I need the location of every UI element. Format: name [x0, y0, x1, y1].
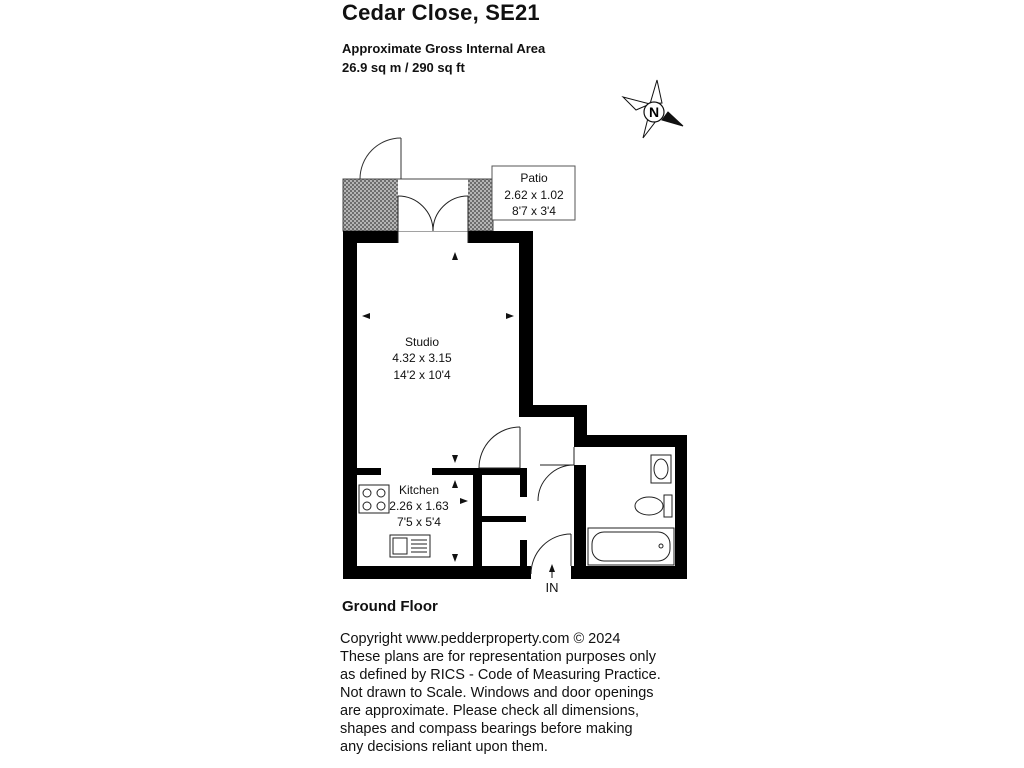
studio-imperial: 14'2 x 10'4: [393, 368, 451, 382]
disclaimer-line: Not drawn to Scale. Windows and door openings: [340, 685, 654, 701]
compass-icon: [623, 80, 683, 138]
patio-imperial: 8'7 x 3'4: [512, 204, 556, 218]
disclaimer-line: as defined by RICS - Code of Measuring Practice.: [340, 667, 661, 683]
kitchen-metric: 2.26 x 1.63: [389, 499, 449, 513]
disclaimer-line: Copyright www.pedderproperty.com © 2024: [340, 631, 621, 647]
area-label: Approximate Gross Internal Area: [342, 41, 546, 56]
patio-door-clearance: [398, 179, 468, 231]
floor-label: Ground Floor: [342, 598, 438, 615]
washbasin-icon: [651, 455, 671, 483]
disclaimer: [340, 630, 700, 756]
toilet-icon: [635, 495, 672, 517]
walls: [343, 231, 687, 579]
patio-name: Patio: [520, 171, 548, 185]
bathroom-door: [538, 447, 574, 501]
disclaimer-line: shapes and compass bearings before making: [340, 721, 633, 737]
studio-label: [392, 335, 452, 382]
patio-gate: [360, 138, 401, 179]
hob-icon: [359, 485, 389, 513]
entrance-door: [531, 534, 571, 578]
compass-north-label: N: [648, 104, 660, 120]
kitchen-name: Kitchen: [398, 483, 440, 497]
sink-icon: [390, 535, 430, 557]
studio-metric: 4.32 x 3.15: [392, 351, 452, 365]
kitchen-imperial: 7'5 x 5'4: [397, 515, 441, 529]
studio-door: [479, 427, 520, 468]
area-value: 26.9 sq m / 290 sq ft: [342, 60, 465, 75]
disclaimer-line: are approximate. Please check all dimensions,: [340, 703, 640, 719]
studio-name: Studio: [404, 335, 440, 349]
page-title: Cedar Close, SE21: [342, 0, 540, 25]
patio-label-box: [492, 166, 575, 220]
disclaimer-line: any decisions reliant upon them.: [340, 739, 548, 755]
patio-metric: 2.62 x 1.02: [504, 188, 564, 202]
entrance-label: IN: [545, 580, 559, 595]
bathtub-icon: [588, 528, 674, 565]
kitchen-label: [389, 482, 449, 529]
disclaimer-line: These plans are for representation purposes only: [340, 649, 656, 665]
